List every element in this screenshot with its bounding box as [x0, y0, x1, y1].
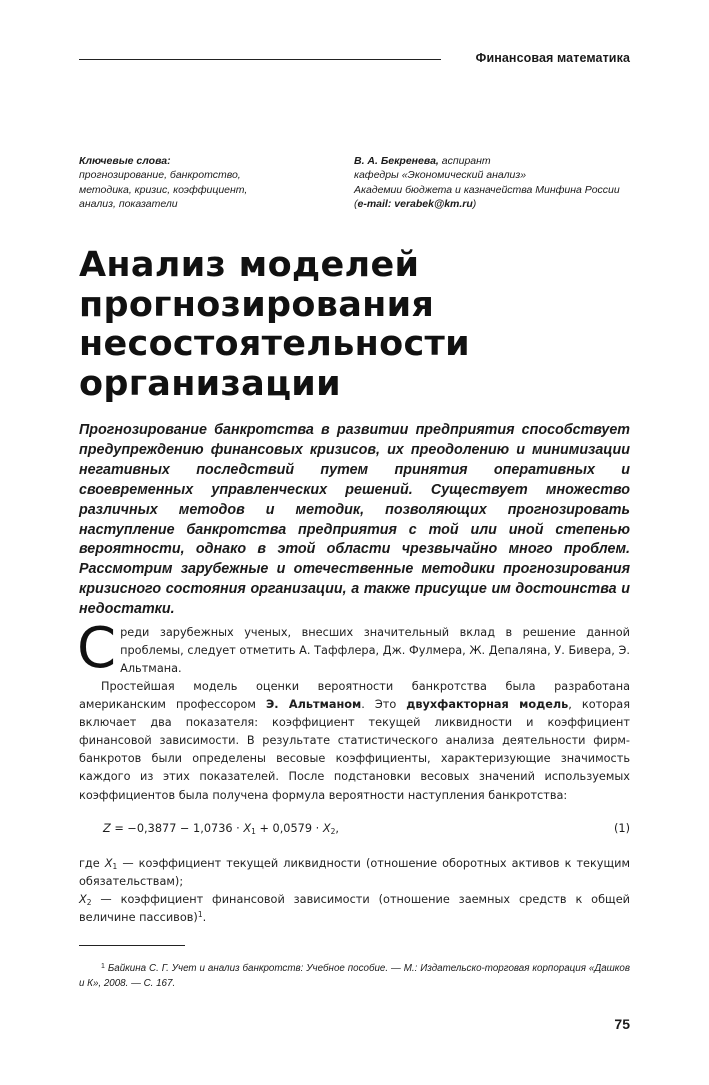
- footnote-mark: 1: [101, 963, 105, 970]
- definition-text: — коэффициент финансовой зависимости (отношение заемных средств к общей величине пассивов): [79, 893, 630, 925]
- title-line: организации: [79, 363, 341, 404]
- keywords-block: [79, 154, 329, 212]
- article-abstract: Прогнозирование банкротства в развитии предприятия способствует предупреждению финансовых кризисов, их преодолению и минимизации негативных последствий путем принятия оперативных и своевременных управленческих решений. Существует множество различных методов и методик, позволяющих прогнозировать наступление банкротства предприятия с той или иной степенью вероятности, однако в этой области чрезвычайно много проблем. Рассмотрим зарубежные и отечественные методики прогнозирования кризисного состояния организации, а также присущие им достоинства и недостатки.: [79, 422, 630, 618]
- var-x1: X: [104, 857, 113, 870]
- author-affiliation: Академии бюджета и казначейства Минфина России: [354, 183, 620, 196]
- title-line: прогнозирования: [79, 284, 435, 325]
- formula-sub: 1: [251, 827, 256, 836]
- formula-tail: ,: [335, 822, 339, 835]
- bold-altman: Э. Альтманом: [265, 698, 362, 712]
- formula: [103, 820, 339, 838]
- keywords-title: Ключевые слова:: [79, 155, 171, 167]
- author-line-1: [354, 154, 644, 168]
- formula-x1: X: [243, 822, 252, 835]
- var-sub: 2: [86, 898, 92, 907]
- title-line: несостоятельности: [79, 324, 470, 364]
- article-title: [79, 246, 639, 404]
- bold-two-factor-model: двухфакторная модель: [406, 698, 569, 712]
- author-email: e-mail: verabek@km.ru: [357, 198, 473, 211]
- keywords-line: прогнозирование, банкротство,: [79, 169, 241, 182]
- author-name: В. А. Бекренева,: [354, 155, 439, 167]
- keywords-line: методика, кризис, коэффициент,: [79, 183, 248, 196]
- email-paren-close: ): [472, 198, 477, 211]
- definition-text: — коэффициент текущей ликвидности (отношение оборотных активов к текущим обязательствам);: [79, 857, 630, 889]
- footnote: [79, 960, 630, 991]
- header-rule: [79, 59, 441, 60]
- paragraph-altman-model: [79, 678, 630, 805]
- var-sub: 1: [112, 862, 118, 871]
- paragraph-intro-text: реди зарубежных ученых, внесших значительный вклад в решение данной проблемы, следует отметить А. Таффлера, Дж. Фулмера, Ж. Депаляна, У. Бивера, Э. Альтмана.: [120, 626, 630, 676]
- where-text: где: [79, 857, 105, 870]
- formula-part: + 0,0579 ·: [255, 822, 323, 835]
- formula-part: = −0,3877 − 1,0736 ·: [110, 822, 244, 835]
- equation-number: (1): [613, 822, 630, 835]
- var-x2: X: [79, 893, 87, 906]
- period: .: [202, 911, 207, 925]
- author-department: кафедры «Экономический анализ»: [354, 169, 527, 182]
- author-position: аспирант: [441, 155, 491, 167]
- author-email-line: [354, 197, 644, 211]
- email-paren-open: (: [354, 198, 358, 211]
- drop-cap: С: [77, 616, 117, 681]
- footnote-text: Байкина С. Г. Учет и анализ банкротств: Учебное пособие. — М.: Издательско-торговая корпорация «Дашков и К», 2008. — С. 167.: [79, 963, 630, 989]
- paragraph-text: . Это: [361, 698, 407, 712]
- formula-z: Z: [103, 822, 111, 835]
- definition-x1: [79, 855, 630, 891]
- paragraph-text: , которая включает два показателя: коэффициент текущей ликвидности и коэффициент финансовой зависимости. В результате статистического анализа деятельности фирм-банкротов были определены весовые коэффициенты, характеризующие значимость каждого из этих показателей. После подстановки весовых значений используемых коэффициентов была получена формула вероятности наступления банкротства:: [79, 698, 631, 802]
- definition-x2: [79, 891, 630, 927]
- paragraph-text: Простейшая модель оценки вероятности банкротства была разработана американским профессором: [79, 680, 630, 712]
- formula-x2: X: [322, 822, 331, 835]
- footnote-ref[interactable]: 1: [197, 910, 203, 920]
- footnote-rule: [79, 945, 185, 946]
- page-number: 75: [614, 1016, 630, 1032]
- paragraph-intro: [77, 616, 630, 681]
- title-line: Анализ моделей: [79, 245, 420, 285]
- keywords-line: анализ, показатели: [79, 198, 178, 211]
- author-block: [354, 154, 644, 212]
- section-header: Финансовая математика: [475, 51, 630, 65]
- formula-sub: 2: [330, 827, 336, 836]
